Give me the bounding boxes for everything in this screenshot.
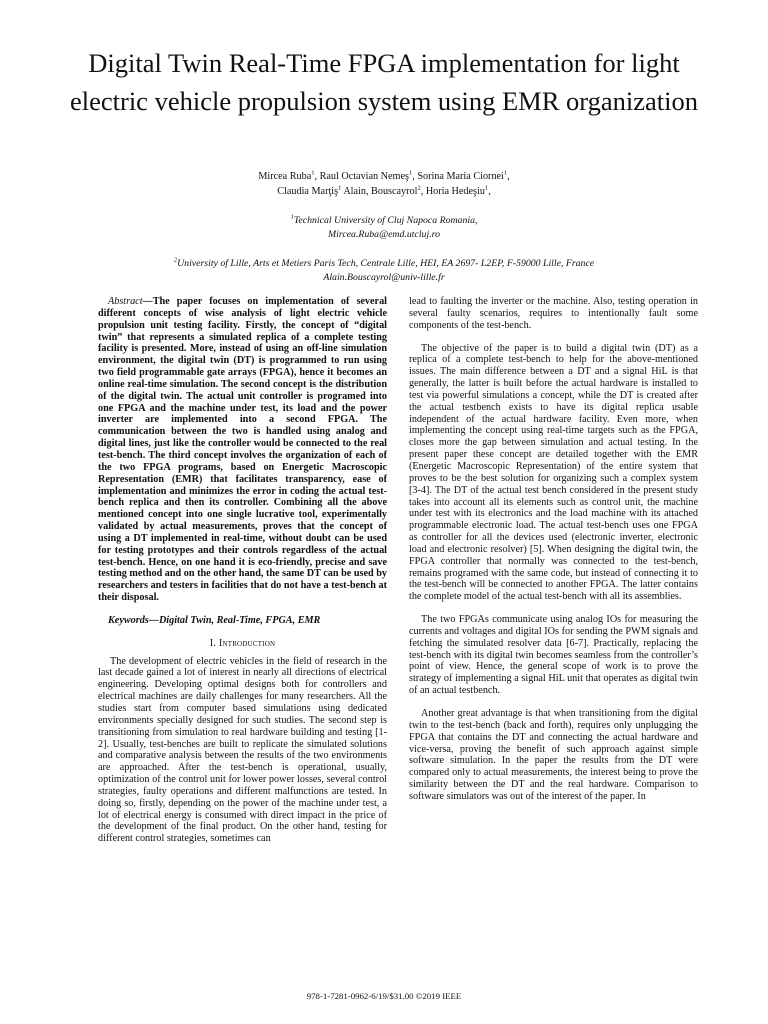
copyright-footer: 978-1-7281-0962-6/19/$31.00 ©2019 IEEE	[306, 991, 462, 1001]
affiliation-1: $^1$Technical University of Cluj Napoca Romania, Mircea.Ruba@emd.utcluj.ro	[290, 213, 478, 240]
affiliation-email: Mircea.Ruba@emd.utcluj.ro	[328, 228, 440, 240]
abstract: Abstract—The paper focuses on implementation of several different concepts of wise analysis of light electric vehicle propulsion unit testing facility. Firstly, the concept of “digital twin” that represents a simulated replica of a complete testing facility is presented. More, instead of using an off-line simulation environment, the digital twin (DT) is programmed to run using two field programmable gate arrays (FPGA), hence it becomes an online real-time simulation. The second concept is the distribution of the digital twin. The actual unit controller is programed into one FPGA and the machine under test, its load and the power inverter are implemented into a second FPGA. The communication between the two is handled using analog and digital lines, just like the controller would be connected to the real test-bench. The third concept involves the organization of each of the two FPGA programs, based on Energetic Macroscopic Representation (EMR) that facilitates transparency, ease of implementation and minimizes the error in coding the actual test-bench replica and then its controller. Combining all the above mentioned concept into one single lucrative tool, experimentally validated by actual measurements, proves that the concept of using a DT implemented in real-time, without doubt can be used for testing prototypes and their controls regardless of the actual test-bench. Hence, on one hand it is eco-friendly, precise and save testing method and on the other hand, the same DT can be used by researchers and testers in facilities that do not have a test-bench at their disposal.	[98, 296, 387, 604]
author: Sorina Maria Ciornei$^1$,	[417, 169, 510, 182]
right-column	[409, 296, 698, 803]
author-list	[120, 170, 648, 199]
paragraph: The objective of the paper is to build a digital twin (DT) as a replica of a complete test-bench to help for the above-mentioned issues. The main difference between a DT and a signal HiL is that generally, the latter is built before the actual hardware is installed to test via powerful simulations a concept, while the DT is created after the actual testbench exists to have its digital replica usable independent of the actual hardware facility. Even more, when implementing the concept using real-time targets such as the FPGA, closes more the gap between simulation and actual testing. In the present paper these concept are detailed together with the EMR (Energetic Macroscopic Representation) of the entire system that proves to be the best solution for organizing such a complex system [3-4]. The DT of the actual test bench considered in the present study takes into account all its elements such as control unit, the machine under test with its electronics and the load machine with its attached programmable electronic load. The actual test-bench uses one FPGA as controller for all the devices used (electronic inverter, electronic load and electronic resolver) [5]. When designing the digital twin, the FPGA controller that normally was connected to the test-bench, remains programed with the same code, but instead of connecting it to the test-bench will be connected to another FPGA. The latter contains the complete model of the actual test-bench with all its assemblies.	[409, 342, 698, 603]
paragraph: Another great advantage is that when transitioning from the digital twin to the test-bench (back and forth), requires only unplugging the FPGA that contains the DT and connecting the actual hardware and vice-versa, proving the benefit of such approach against simple software simulation. In the paper the results from the DT were compared only to actual measurements, the interest being to prove the similarity between the DT and the real hardware. Comparison to software simulators was out of the interest of the paper. In	[409, 708, 698, 802]
affiliation-email: Alain.Bouscayrol@univ-lille.fr	[323, 271, 445, 283]
paragraph: lead to faulting the inverter or the machine. Also, testing operation in several faulty scenarios, requires to intentionally fault some components of the test-bench.	[409, 296, 698, 331]
affiliation-2: $^2$University of Lille, Arts et Metiers Paris Tech, Centrale Lille, HEI, EA 2697- L2EP, F-59000 Lille, France Alain.Bouscayrol@univ-lille.fr	[173, 256, 595, 283]
author: Alain, Bouscayrol$^2$,	[343, 184, 426, 197]
paragraph: The development of electric vehicles in the field of research in the last decade gained a lot of interest in nearly all directions of electrical engineering. Developing optimal designs both for controllers and electrical machines are daily challenges for many researchers. All the studies start from computer based simulations using dedicated environments specially designed for such studies. The second step is transitioning from simulation to real hardware building and testing [1-2]. Usually, test-benches are built to replicate the simulated solutions and comparative analysis between the results of the two environments are approached. After the test-bench is operational, usually, optimization of the control unit for lower power losses, several control strategies, faulty operations and different malfunctions are tested. In doing so, firstly, depending on the power of the machine under test, a lot of electrical energy is consumed with direct impact in the price of the development of the final product. On the other hand, testing for different control strategies, sometimes can	[98, 655, 387, 845]
paper-title: Digital Twin Real-Time FPGA implementation for light electric vehicle propulsion system using EMR organization	[69, 48, 699, 116]
author: Mircea Ruba$^1$,	[258, 169, 320, 182]
author: Raul Octavian Nemeş$^1$,	[319, 169, 418, 182]
section-heading: I. Introduction	[209, 637, 276, 649]
paragraph: The two FPGAs communicate using analog IOs for measuring the currents and voltages and digital IOs for sending the PWM signals and fetching the simulated resolver data [6-7]. Practically, replacing the test-bench with its digital twin becomes seamless from the controller’s point of view. Hence, the general scope of work is to prove the strategy of implementing a signal HiL unit that operates as digital twin of an actual testbench.	[409, 614, 698, 697]
left-column	[98, 296, 387, 845]
author: Claudia Marţiş$^1$	[277, 184, 342, 197]
keywords: Keywords—Digital Twin, Real-Time, FPGA, EMR	[108, 614, 321, 626]
author: Horia Hedeşiu$^1$,	[425, 184, 491, 197]
